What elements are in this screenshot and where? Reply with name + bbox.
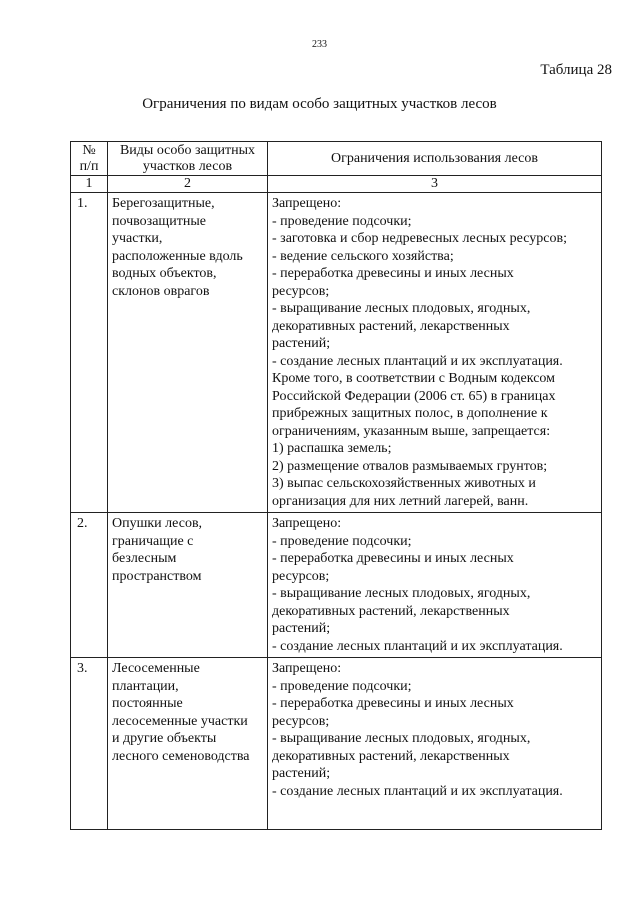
area-type-line: пространством <box>112 568 202 584</box>
restriction-line: декоративных растений, лекарственных <box>272 748 510 764</box>
restriction-line: растений; <box>272 336 331 351</box>
restriction-line: - выращивание лесных плодовых, ягодных, <box>272 301 531 316</box>
restriction-line: ресурсов; <box>272 283 330 299</box>
restriction-line: - проведение подсочки; <box>272 678 412 694</box>
area-type-line: и другие объекты <box>112 731 217 746</box>
restriction-line: ресурсов; <box>272 568 330 584</box>
restriction-line: - выращивание лесных плодовых, ягодных, <box>272 731 531 746</box>
restrictions-table <box>70 141 602 830</box>
area-type-line: лесного семеноводства <box>112 748 250 764</box>
area-type-line: почвозащитные <box>112 213 206 229</box>
header-number-line: п/п <box>79 158 99 174</box>
area-type-line: участки, <box>112 231 163 246</box>
restriction-line: ресурсов; <box>272 713 330 729</box>
area-type-line: Опушки лесов, <box>112 516 203 531</box>
restriction-line: Российской Федерации (2006 ст. 65) в границах <box>272 388 556 404</box>
restriction-line: - выращивание лесных плодовых, ягодных, <box>272 586 531 601</box>
column-number: 1 <box>71 176 108 193</box>
restriction-line: Запрещено: <box>272 661 342 676</box>
restriction-line: Кроме того, в соответствии с Водным кодексом <box>272 371 556 386</box>
restriction-line: декоративных растений, лекарственных <box>272 318 510 334</box>
header-number <box>71 142 108 176</box>
restriction-line: - создание лесных плантаций и их эксплуатация. <box>272 638 563 654</box>
column-number-row <box>71 176 602 193</box>
table-row <box>71 193 602 513</box>
document-title: Ограничения по видам особо защитных участков лесов <box>142 96 497 112</box>
column-number: 2 <box>108 176 268 193</box>
area-type-line: граничащие с <box>112 533 194 549</box>
column-number: 3 <box>268 176 602 193</box>
area-type-line: склонов оврагов <box>112 283 210 299</box>
restriction-line: - создание лесных плантаций и их эксплуатация. <box>272 783 563 799</box>
restriction-line: - проведение подсочки; <box>272 533 412 549</box>
area-type-line: лесосеменные участки <box>112 713 248 729</box>
restriction-line: - ведение сельского хозяйства; <box>272 248 454 264</box>
restriction-line: - создание лесных плантаций и их эксплуатация. <box>272 353 563 369</box>
restriction-line: - переработка древесины и иных лесных <box>272 266 514 281</box>
restrictions-cell <box>268 193 602 513</box>
restriction-line: 2) размещение отвалов размываемых грунтов; <box>272 458 548 474</box>
table-row <box>71 513 602 658</box>
restriction-line: - переработка древесины и иных лесных <box>272 696 514 711</box>
area-type-line: Берегозащитные, <box>112 196 215 211</box>
area-type-line: безлесным <box>112 551 177 566</box>
row-number: 3. <box>71 658 108 830</box>
header-restrictions: Ограничения использования лесов <box>268 142 602 176</box>
area-type-line: Лесосеменные <box>112 661 200 676</box>
table-body <box>71 193 602 830</box>
restriction-line: - проведение подсочки; <box>272 213 412 229</box>
area-type-line: расположенные вдоль <box>112 248 243 264</box>
restriction-line: прибрежных защитных полос, в дополнение к <box>272 406 548 421</box>
row-number: 1. <box>71 193 108 513</box>
header-number-line: № <box>82 142 96 158</box>
area-type-line: плантации, <box>112 678 179 694</box>
restriction-line: Запрещено: <box>272 516 342 531</box>
restriction-line: растений; <box>272 621 331 636</box>
restriction-line: 3) выпас сельскохозяйственных животных и <box>272 476 536 491</box>
area-type-line: постоянные <box>112 696 183 711</box>
forest-area-type <box>108 193 268 513</box>
restrictions-cell <box>268 513 602 658</box>
table-header-row <box>71 142 602 176</box>
header-type-line: участков лесов <box>142 158 233 174</box>
area-type-line: водных объектов, <box>112 266 217 281</box>
restriction-line: организация для них летний лагерей, ванн. <box>272 493 529 509</box>
restriction-line: ограничениям, указанным выше, запрещается: <box>272 423 551 439</box>
restrictions-cell <box>268 658 602 830</box>
restriction-line: - заготовка и сбор недревесных лесных ресурсов; <box>272 231 567 246</box>
forest-area-type <box>108 658 268 830</box>
restriction-line: декоративных растений, лекарственных <box>272 603 510 619</box>
restriction-line: 1) распашка земель; <box>272 441 392 456</box>
table-row <box>71 658 602 830</box>
restriction-line: растений; <box>272 766 331 781</box>
restriction-line: Запрещено: <box>272 196 342 211</box>
row-number: 2. <box>71 513 108 658</box>
restriction-line: - переработка древесины и иных лесных <box>272 551 514 566</box>
header-type-line: Виды особо защитных <box>119 142 256 158</box>
forest-area-type <box>108 513 268 658</box>
table-label: Таблица 28 <box>540 62 612 78</box>
page-number: 233 <box>312 39 327 50</box>
header-type <box>108 142 268 176</box>
